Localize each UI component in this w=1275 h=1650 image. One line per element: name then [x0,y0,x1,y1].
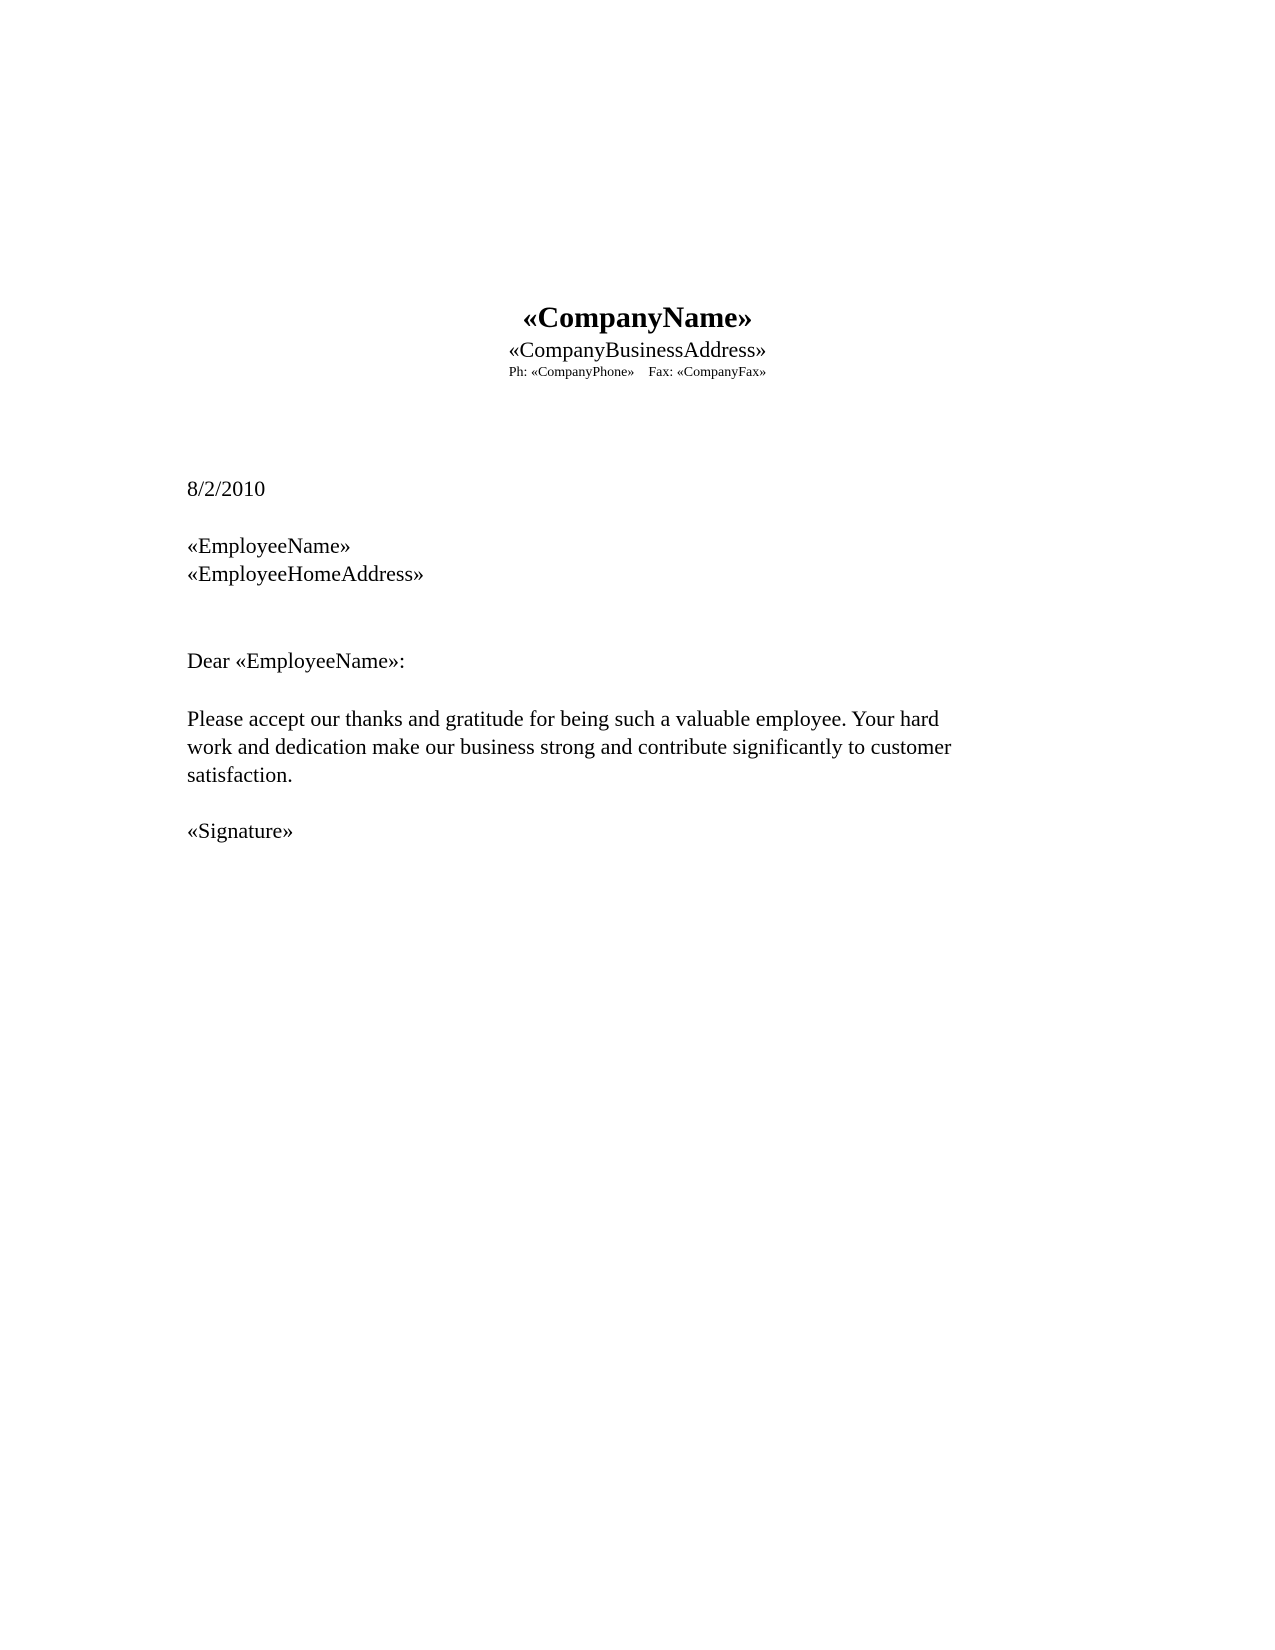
letter-date: 8/2/2010 [187,476,266,501]
company-address: «CompanyBusinessAddress» [508,337,767,362]
company-fax: Fax: «CompanyFax» [648,365,767,380]
company-name: «CompanyName» [522,301,753,334]
letterhead [0,300,1275,382]
body-line: Please accept our thanks and gratitude for being such a valuable employee. Your hard [187,706,940,731]
recipient-block [187,532,1087,588]
company-contact [0,364,1275,382]
company-phone: Ph: «CompanyPhone» [508,365,635,380]
body-line: work and dedication make our business strong and contribute significantly to customer [187,734,952,759]
body-line: satisfaction. [187,762,293,787]
letter-body-paragraph [187,705,1067,789]
recipient-name: «EmployeeName» [187,533,351,558]
salutation: Dear «EmployeeName»: [187,648,406,673]
signature: «Signature» [187,818,294,843]
recipient-address: «EmployeeHomeAddress» [187,561,425,586]
